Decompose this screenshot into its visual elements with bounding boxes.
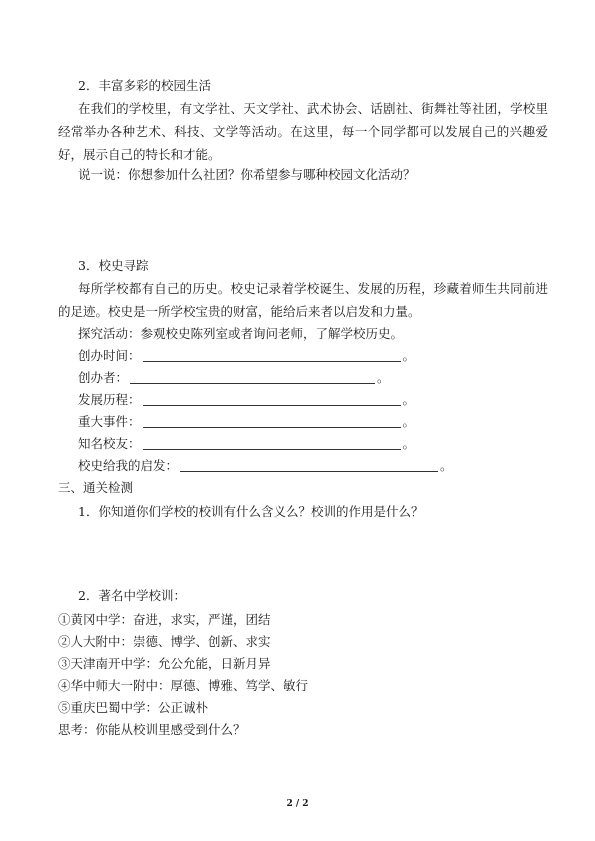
motto-item: ③天津南开中学：允公允能，日新月异 [58,656,271,671]
field-end: 。 [402,436,416,451]
motto-item: ④华中师大一附中：厚德、博雅、笃学、敏行 [58,678,309,693]
field-end: 。 [402,392,416,407]
answer-blank[interactable] [143,437,401,450]
field-end: 。 [402,348,416,363]
answer-blank[interactable] [143,349,401,362]
motto-item: ②人大附中：崇德、博学、创新、求实 [58,634,271,649]
motto-item: ⑤重庆巴蜀中学：公正诚朴 [58,700,209,715]
fill-row-alumni [78,436,415,452]
part-3-heading: 三、通关检测 [58,480,134,495]
field-label: 重大事件： [78,414,141,429]
activity-prompt: 探究活动：参观校史陈列室或者询问老师，了解学校历史。 [78,326,404,341]
section-3-paragraph: 每所学校都有自己的历史。校史记录着学校诞生、发展的历程，珍藏着师生共同前进的足迹。校史是一所学校宝贵的财富，能给后来者以启发和力量。 [58,281,548,319]
fill-row-inspiration [78,458,453,474]
field-label: 校史给我的启发： [78,458,179,473]
field-label: 创办时间： [78,348,141,363]
fill-row-history [78,392,415,408]
question-2-heading: 2．著名中学校训： [78,588,186,603]
field-end: 。 [377,370,390,385]
field-label: 发展历程： [78,392,141,407]
field-end: 。 [402,414,416,429]
discussion-prompt: 说一说：你想参加什么社团？你希望参与哪种校园文化活动？ [78,167,416,182]
question-1: 1．你知道你们学校的校训有什么含义么？校训的作用是什么？ [78,504,424,519]
section-2-heading: 2．丰富多彩的校园生活 [78,78,211,93]
motto-item: ①黄冈中学：奋进，求实，严谨，团结 [58,612,271,627]
section-2-paragraph: 在我们的学校里，有文学社、天文学社、武术协会、话剧社、街舞社等社团，学校里经常举办各种艺术、科技、文学等活动。在这里，每一个同学都可以发展自己的兴趣爱好，展示自己的特长和才能。 [58,101,548,162]
page-number: 2 / 2 [286,799,309,809]
section-3-heading: 3．校史寻踪 [78,258,149,273]
think-prompt: 思考：你能从校训里感受到什么？ [58,722,246,737]
fill-row-major-events [78,414,415,430]
fill-row-founder [78,370,390,386]
answer-blank[interactable] [180,459,438,472]
answer-blank[interactable] [143,393,401,406]
field-label: 知名校友： [78,436,141,451]
field-end: 。 [440,458,453,473]
answer-blank[interactable] [143,415,401,428]
field-label: 创办者： [78,370,129,385]
fill-row-founding-date [78,348,415,364]
answer-blank[interactable] [130,371,375,384]
